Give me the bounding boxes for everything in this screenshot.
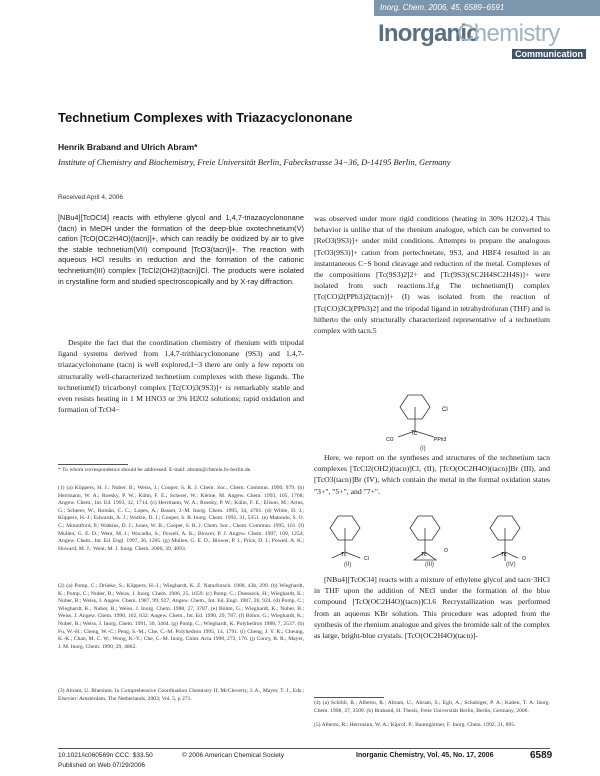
structure-II-cl: Cl <box>364 556 369 562</box>
footer-journal-volume: Inorganic Chemistry, Vol. 45, No. 17, 2006 <box>356 752 494 759</box>
page-number: 6589 <box>530 750 553 761</box>
footnote-corresponding: * To whom correspondence should be addressed. E-mail: abram@chemie.fu-berlin.de. <box>58 467 252 473</box>
structure-III-drawing <box>398 508 468 563</box>
footer-published: Published on Web 07/29/2006 <box>58 762 145 769</box>
journal-logo-chemistry: Chemistry <box>457 20 560 47</box>
journal-citation: Inorg. Chem. 2006, 45, 6589−6591 <box>380 3 505 12</box>
structure-II-tc: Tc <box>341 552 347 558</box>
body-paragraph-continued: was observed under more rigid conditions (heating in 30% H2O2).4 This behavior is unlike that of the rhenium analogue, which can be converted to [ReO3(9S3)]+ under mild conditions. Attempts to prepare the analogous [TcO3(9S3)]+ cation from pertechnetate, 9S3, and HBF4 resulted in an instantaneous C−S bond cleavage and reduction of the metal. Complexes of the compositions [Tc(9S3)2]2+ and [Tc(9S3)(SC2H4SC2H4S)]+ were isolated from such reactions.1f,g The technetium(I) complex [Tc(CO)2(PPh3)2(tacn)]+ (I) was isolated from the reaction of [Tc(CO)3Cl(PPh3)2] and the tripodal ligand in tetrahydrofuran (THF) and is hitherto the only structurally characterized representative of a technetium complex with tacn.5 <box>314 214 550 336</box>
footnote-ref3: (3) Abram, U. Rhenium. In Comprehensive Coordination Chemistry II; McCleverty, J. A., Mayer, T. J., Eds.; Elsevier: Amsterdam, The Netherlands, 2003; Vol. 5, p 271. <box>58 688 304 702</box>
article-title: Technetium Complexes with Triazacyclononane <box>58 110 353 125</box>
structure-IV-drawing <box>478 508 548 563</box>
author-affiliation: Institute of Chemistry and Biochemistry, Freie Universität Berlin, Fabeckstrasse 34−36, D-14195 Berlin, Germany <box>58 157 451 167</box>
structure-III-o: O <box>444 548 448 554</box>
atom-co-label: CO <box>386 437 394 443</box>
footnote-ref2: (2) (a) Pomp, C.; Drüeke, S.; Küppers, H.-J.; Wieghardt, K. Z. Naturforsch. 1988, 43b, 299. (b) Wieghardt, K.; Pomp, C.; Nuber, B.; Weiss, J. Inorg. Chem. 1986, 25, 1659. (c) Pomp, C.; Duesseck, H.; Wieghardt, K.; Nuber, B.; Weiss, J. Angew. Chem. 1987, 99, 927; Angew. Chem., Int. Ed. Engl. 1987, 26, 924. (d) Pomp, C.; Wieghardt, K.; Nuber, B.; Weiss, J. Inorg. Chem. 1988, 27, 3787. (e) Böhm, G.; Wieghardt, K.; Nuber, B.; Weiss, J. Angew. Chem. 1990, 102, 832; Angew. Chem., Int. Ed. 1990, 29, 787. (f) Böhm, G.; Wieghardt, K.; Nuber, B.; Weiss, J. Inorg. Chem. 1991, 30, 3464. (g) Pomp, C.; Wieghardt, K. Polyhedron 1988, 7, 2537. (h) Fu, W.-H.; Cheng, W.-C.; Peng, S.-M.; Che, C.-M. Polyhedron 1995, 14, 1791. (i) Cheng, J. Y. K.; Cheung, K.-K.; Chan, M. C. W.; Wong, K.-Y.; Che, C.-M. Inorg. Chim. Acta 1998, 272, 176. (j) Conry, R. R.; Mayer, J. M. Inorg. Chem. 1990, 29, 4862. <box>58 583 304 650</box>
structure-IV-tc: Tc <box>501 552 507 558</box>
structure-III-label: (III) <box>425 562 434 568</box>
abstract: [NBu4][TcOCl4] reacts with ethylene glycol and 1,4,7-triazacyclononane (tacn) in MeOH under the formation of the deep-blue oxotechnetium(V) cation [TcO(OC2H4O)(tacn)]+, which can readily be oxidized by air to give the stable technetium(VII) compound [TcO3(tacn)]+. The reaction with aqueous HCl results in reduction and the formation of the cationic technetium(III) complex [TcCl2(OH2)(tacn)]Cl. The products were isolated in crystalline form and studied spectroscopically and by X-ray diffraction. <box>58 213 304 286</box>
footer-copyright: © 2006 American Chemical Society <box>182 752 284 759</box>
footnote-ref4: (4) (a) Schibli, R.; Alberto, R.; Abram, U.; Abram, S.; Egli, A.; Schubiger, P. A.; Kaden, T. A. Inorg. Chem. 1998, 37, 3509. (b) Braband, H. Thesis, Freie Universität Berlin, Berlin, Germany, 2006. <box>314 700 550 714</box>
body-paragraph-intro: Despite the fact that the coordination chemistry of rhenium with tripodal ligand systems derived from 1,4,7-trithiacyclononane (9S3) and 1,4,7-triazacyclononane (tacn) is well explored,1−3 there are only a few reports on structurally well-characterized technetium complexes with these ligands. The technetium(I) tricarbonyl complex [Tc(CO)3(9S3)]+ is remarkably stable and even resists heating in 1 M HNO3 or 3% H2O2 solutions; rapid oxidation and formation of TcO4− <box>58 338 304 415</box>
structure-I-drawing <box>378 385 478 447</box>
structure-II-label: (II) <box>344 562 352 568</box>
footer-divider <box>58 748 550 749</box>
atom-tc-label: Tc <box>411 431 417 437</box>
received-date: Received April 4, 2006 <box>58 194 124 201</box>
body-paragraph-synthesis: [NBu4][TcOCl4] reacts with a mixture of ethylene glycol and tacn·3HCl in THF upon the addition of NEt3 under the formation of the blue compound [TcO(OC2H4O)(tacn)]Cl.6 Recrystallization was performed from an aqueous KBr solution. This procedure was adopted from the synthesis of the rhenium analogue and gives the bromide salt of the complex as large, bright-blue crystals. [TcO(OC2H4O)(tacn)]- <box>314 575 550 641</box>
structure-I <box>378 385 478 447</box>
article-type-label: Communication <box>512 49 586 59</box>
structure-II <box>318 508 388 563</box>
footnote-divider <box>58 464 128 465</box>
footnote-ref5: (5) Alberto, R.; Herrmann, W. A.; Kiprof, P.; Baumgärtner, F. Inorg. Chem. 1992, 31, 895. <box>314 722 516 728</box>
structure-I-label: (I) <box>420 446 426 452</box>
pph3-bond <box>415 431 434 437</box>
footnote-divider-right <box>314 697 384 698</box>
structure-IV <box>478 508 548 563</box>
article-authors: Henrik Braband and Ulrich Abram* <box>58 142 198 152</box>
footnote-ref1: (1) (a) Küppers, H. J.; Nuber, B.; Weiss, J.; Cooper, S. R. J. Chem. Soc., Chem. Commun. 1990, 979. (b) Herrmann, W. A.; Roesky, P. W.; Kühn, F. E.; Scherer, W.; Kleine, M. Angew. Chem. 1993, 105, 1768; Angew. Chem., Int. Ed. 1993, 32, 1714. (c) Herrmann, W. A.; Roesky, P. W.; Kühn, F. E.; Elison, M.; Artus, G.; Scherer, W.; Romão, C. C.; Lopes, A.; Basset, J.-M. Inorg. Chem. 1995, 34, 4701. (d) White, D. J.; Küppers, H.-J.; Edwards, A. J.; Watkin, D. J.; Cooper, S. R. Inorg. Chem. 1992, 31, 5351. (e) Matondo, S. O. C.; Mountford, P.; Watkins, D. J.; Jones, W. B.; Cooper, S. R. J. Chem. Soc., Chem. Commun. 1995, 161. (f) Mullen, G. E. D.; Went, M. J.; Wocadlo, S.; Powell, A. K.; Blower, P. J. Angew. Chem. 1997, 109, 1254; Angew. Chem., Int. Ed. Engl. 1997, 36, 1205. (g) Mullen, G. E. D.; Blower, P. J.; Price, D. J.; Powell, A. K.; Howard, M. J.; Went, M. J. Inorg. Chem. 2000, 39, 4093. <box>58 485 304 552</box>
structure-II-drawing <box>318 508 388 563</box>
structure-III-tc: Tc <box>421 552 427 558</box>
structure-IV-o: O <box>522 556 526 562</box>
atom-pph3-label: PPh3 <box>434 437 447 443</box>
body-paragraph-here-we-report: Here, we report on the syntheses and structures of the technetium tacn complexes [TcCl2(OH2)(tacn)]Cl, (II), [TcO(OC2H4O)(tacn)]Br (III), and [TcO3(tacn)]Br (IV), which contain the metal in the formal oxidation states "3+", "5+", and "7+". <box>314 453 550 496</box>
structure-IV-label: (IV) <box>506 562 516 568</box>
atom-cl-label: Cl <box>442 407 448 413</box>
footer-doi: 10.1021/ic060569n CCC: $33.50 <box>58 752 153 759</box>
journal-logo-inorganic: Inorganic <box>378 20 479 47</box>
structure-III <box>398 508 468 563</box>
